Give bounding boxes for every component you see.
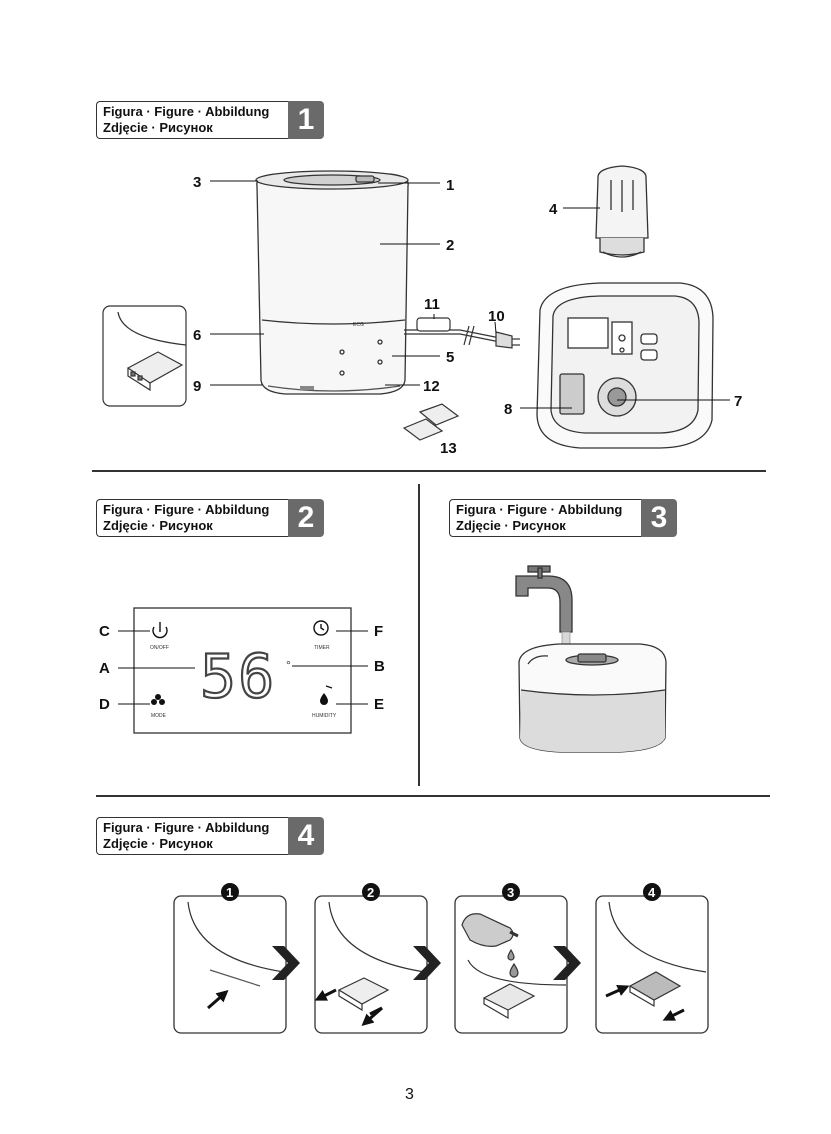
page-number: 3 — [405, 1086, 414, 1103]
figure-caption-line2: Zdjęcie · Рисунок — [103, 120, 213, 135]
callout-b: B — [374, 658, 385, 675]
figure-number: 1 — [288, 101, 324, 139]
base-top-view — [537, 283, 713, 448]
callout-13: 13 — [440, 440, 457, 457]
humidifier-illustration — [256, 171, 408, 394]
callout-d: D — [99, 696, 110, 713]
callout-c: C — [99, 623, 110, 640]
callout-4: 4 — [549, 201, 558, 218]
callout-f: F — [374, 623, 384, 640]
humidity-label: HUMIDITY — [312, 713, 337, 719]
callout-7: 7 — [734, 393, 743, 410]
display-value: 56 — [200, 642, 277, 712]
filter-drawer-inset — [103, 306, 186, 406]
step-badges — [221, 883, 661, 901]
timer-label: TIMER — [314, 645, 330, 651]
callout-6: 6 — [193, 327, 202, 344]
callout-5: 5 — [446, 349, 455, 366]
figure-caption-line1: Figura · Figure · Abbildung — [103, 820, 270, 835]
replacement-filters — [404, 404, 458, 440]
mode-label: MODE — [151, 713, 166, 719]
step-badge-2: 2 — [367, 885, 375, 900]
figure-caption-line2: Zdjęcie · Рисунок — [456, 518, 566, 533]
figure-caption-line2: Zdjęcie · Рисунок — [103, 518, 213, 533]
callout-a: A — [99, 660, 110, 677]
aroma-capsule — [596, 166, 648, 257]
svg-text:ECG: ECG — [353, 322, 364, 328]
callout-10: 10 — [488, 308, 505, 325]
figure-number: 3 — [641, 499, 677, 537]
callout-e: E — [374, 696, 385, 713]
step-badge-3: 3 — [507, 885, 515, 900]
callout-1: 1 — [446, 177, 455, 194]
callout-9: 9 — [193, 378, 202, 395]
callout-2: 2 — [446, 237, 455, 254]
step-badge-4: 4 — [648, 885, 656, 900]
figure-number: 4 — [288, 817, 324, 855]
figure-caption-line1: Figura · Figure · Abbildung — [456, 502, 623, 517]
step-badge-1: 1 — [226, 885, 234, 900]
figure-number: 2 — [288, 499, 324, 537]
display-unit: ° — [286, 658, 291, 672]
step-panels — [174, 896, 708, 1033]
callout-11: 11 — [424, 296, 440, 313]
callout-8: 8 — [504, 401, 513, 418]
callout-3: 3 — [193, 174, 202, 191]
callout-12: 12 — [423, 378, 440, 395]
figure-caption-line1: Figura · Figure · Abbildung — [103, 104, 270, 119]
figure-caption-line2: Zdjęcie · Рисунок — [103, 836, 213, 851]
figure-caption-line1: Figura · Figure · Abbildung — [103, 502, 270, 517]
tap-filling-illustration — [516, 566, 666, 752]
on-off-label: ON/OFF — [150, 645, 169, 651]
control-panel — [134, 608, 351, 733]
